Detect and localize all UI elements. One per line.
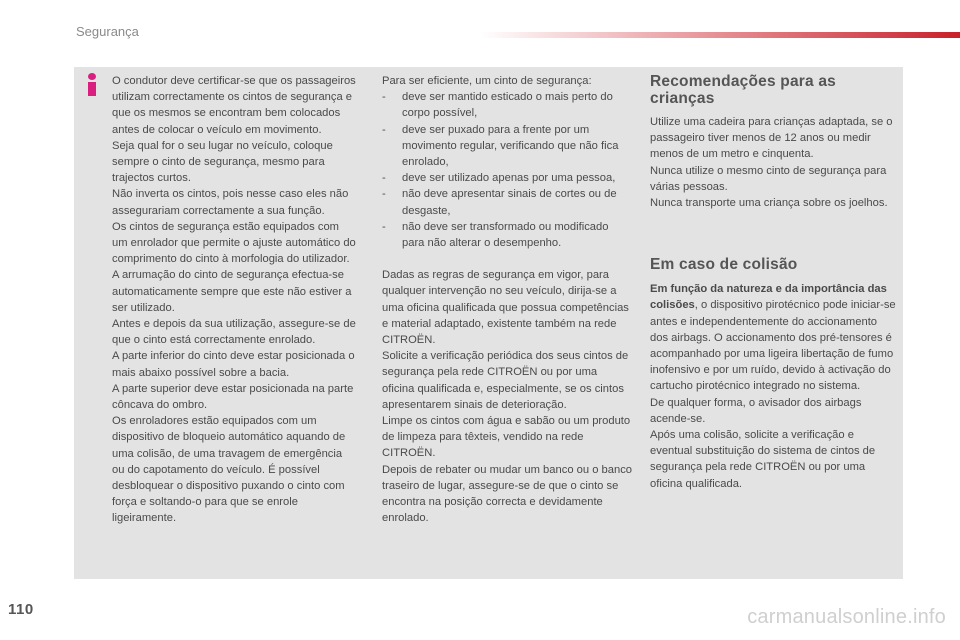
- paragraph: Solicite a verificação periódica dos seus cintos de segurança pela rede CITROËN ou por uma oficina qualificada e, especialmente, se os cintos apresentarem sinais de deterioração.: [382, 350, 629, 411]
- paragraph: Os enroladores estão equipados com um dispositivo de bloqueio automático aquando de uma colisão, de uma travagem de emergência ou do capotamento do veículo. É possível desbloquear o dispositivo puxando o cinto com força e soltando-o para que se enrole ligeiramente.: [112, 415, 346, 525]
- header-accent-bar: [480, 32, 960, 38]
- paragraph: Seja qual for o seu lugar no veículo, coloque sempre o cinto de segurança, mesmo para trajectos curtos.: [112, 139, 333, 185]
- watermark: carmanualsonline.info: [747, 606, 946, 628]
- paragraph: Depois de rebater ou mudar um banco ou o banco traseiro de lugar, assegure-se de que o cinto se encontra na posição correcta e devidamente enrolado.: [382, 463, 633, 525]
- list-intro: Para ser eficiente, um cinto de segurança:: [382, 75, 592, 87]
- list-item: - deve ser puxado para a frente por um movimento regular, verificando que não fica enrolado,: [382, 122, 632, 171]
- belt-efficiency-column: [382, 73, 632, 526]
- info-icon-dot: [88, 73, 96, 80]
- requirements-list: [382, 89, 632, 251]
- collision-bold-lead: Em função da natureza e da importância das colisões: [650, 283, 887, 312]
- page-number: 110: [8, 601, 34, 618]
- paragraph: Após uma colisão, solicite a verificação e eventual substituição do sistema de cintos de segurança pela rede CITROËN ou por uma oficina qualificada.: [650, 429, 876, 490]
- paragraph: O condutor deve certificar-se que os passageiros utilizam correctamente os cintos de segurança e que os mesmos se encontram bem colocados antes de colocar o veículo em movimento.: [112, 75, 356, 136]
- safety-info-column: [112, 73, 357, 527]
- recommendations-column: [650, 73, 896, 492]
- paragraph: Dadas as regras de segurança em vigor, para qualquer intervenção no seu veículo, dirija-se a uma oficina qualificada que possua competências e material adaptado, existente também na rede CITROËN.: [382, 269, 629, 347]
- list-item: - não deve apresentar sinais de cortes ou de desgaste,: [382, 186, 632, 218]
- paragraph: A parte superior deve estar posicionada na parte côncava do ombro.: [112, 382, 354, 412]
- children-heading: Recomendações para as crianças: [650, 73, 836, 107]
- collision-text: , o dispositivo pirotécnico pode iniciar-se antes e independentemente do accionamento dos airbags. O accionamento dos pré-tensores é acompanhado por uma ligeira libertação de fumo inofensivo e por um ruído, devido à activação do cartucho pirotécnico integrado no sistema.: [650, 299, 896, 393]
- paragraph: Utilize uma cadeira para crianças adaptada, se o passageiro tiver menos de 12 anos ou medir menos de um metro e cinquenta.: [650, 116, 893, 161]
- section-title: Segurança: [76, 24, 139, 39]
- paragraph: Limpe os cintos com água e sabão ou um produto de limpeza para têxteis, vendido na rede CITROËN.: [382, 415, 631, 460]
- collision-paragraph: [650, 281, 896, 394]
- collision-heading: Em caso de colisão: [650, 256, 798, 274]
- paragraph: A parte inferior do cinto deve estar posicionada o mais abaixo possível sobre a bacia.: [112, 350, 355, 379]
- list-item: - deve ser mantido esticado o mais perto do corpo possível,: [382, 89, 632, 121]
- paragraph: Antes e depois da sua utilização, assegure-se de que o cinto está correctamente enrolado.: [112, 318, 356, 347]
- paragraph: Os cintos de segurança estão equipados com um enrolador que permite o ajuste automático do comprimento do cinto à morfologia do utilizador. A arrumação do cinto de segurança efectua-se automaticamente sempre que este não estiver a ser utilizado.: [112, 220, 356, 314]
- paragraph: De qualquer forma, o avisador dos airbags acende-se.: [650, 396, 862, 425]
- list-item: - não deve ser transformado ou modificado para não alterar o desempenho.: [382, 219, 632, 251]
- paragraph: Nunca utilize o mesmo cinto de segurança para várias pessoas.: [650, 164, 887, 193]
- info-icon: [85, 73, 99, 97]
- info-icon-stem: [88, 82, 96, 96]
- paragraph: Não inverta os cintos, pois nesse caso eles não assegurariam correctamente a sua função.: [112, 188, 349, 217]
- paragraph: Nunca transporte uma criança sobre os joelhos.: [650, 197, 888, 210]
- list-item: - deve ser utilizado apenas por uma pessoa,: [382, 170, 632, 186]
